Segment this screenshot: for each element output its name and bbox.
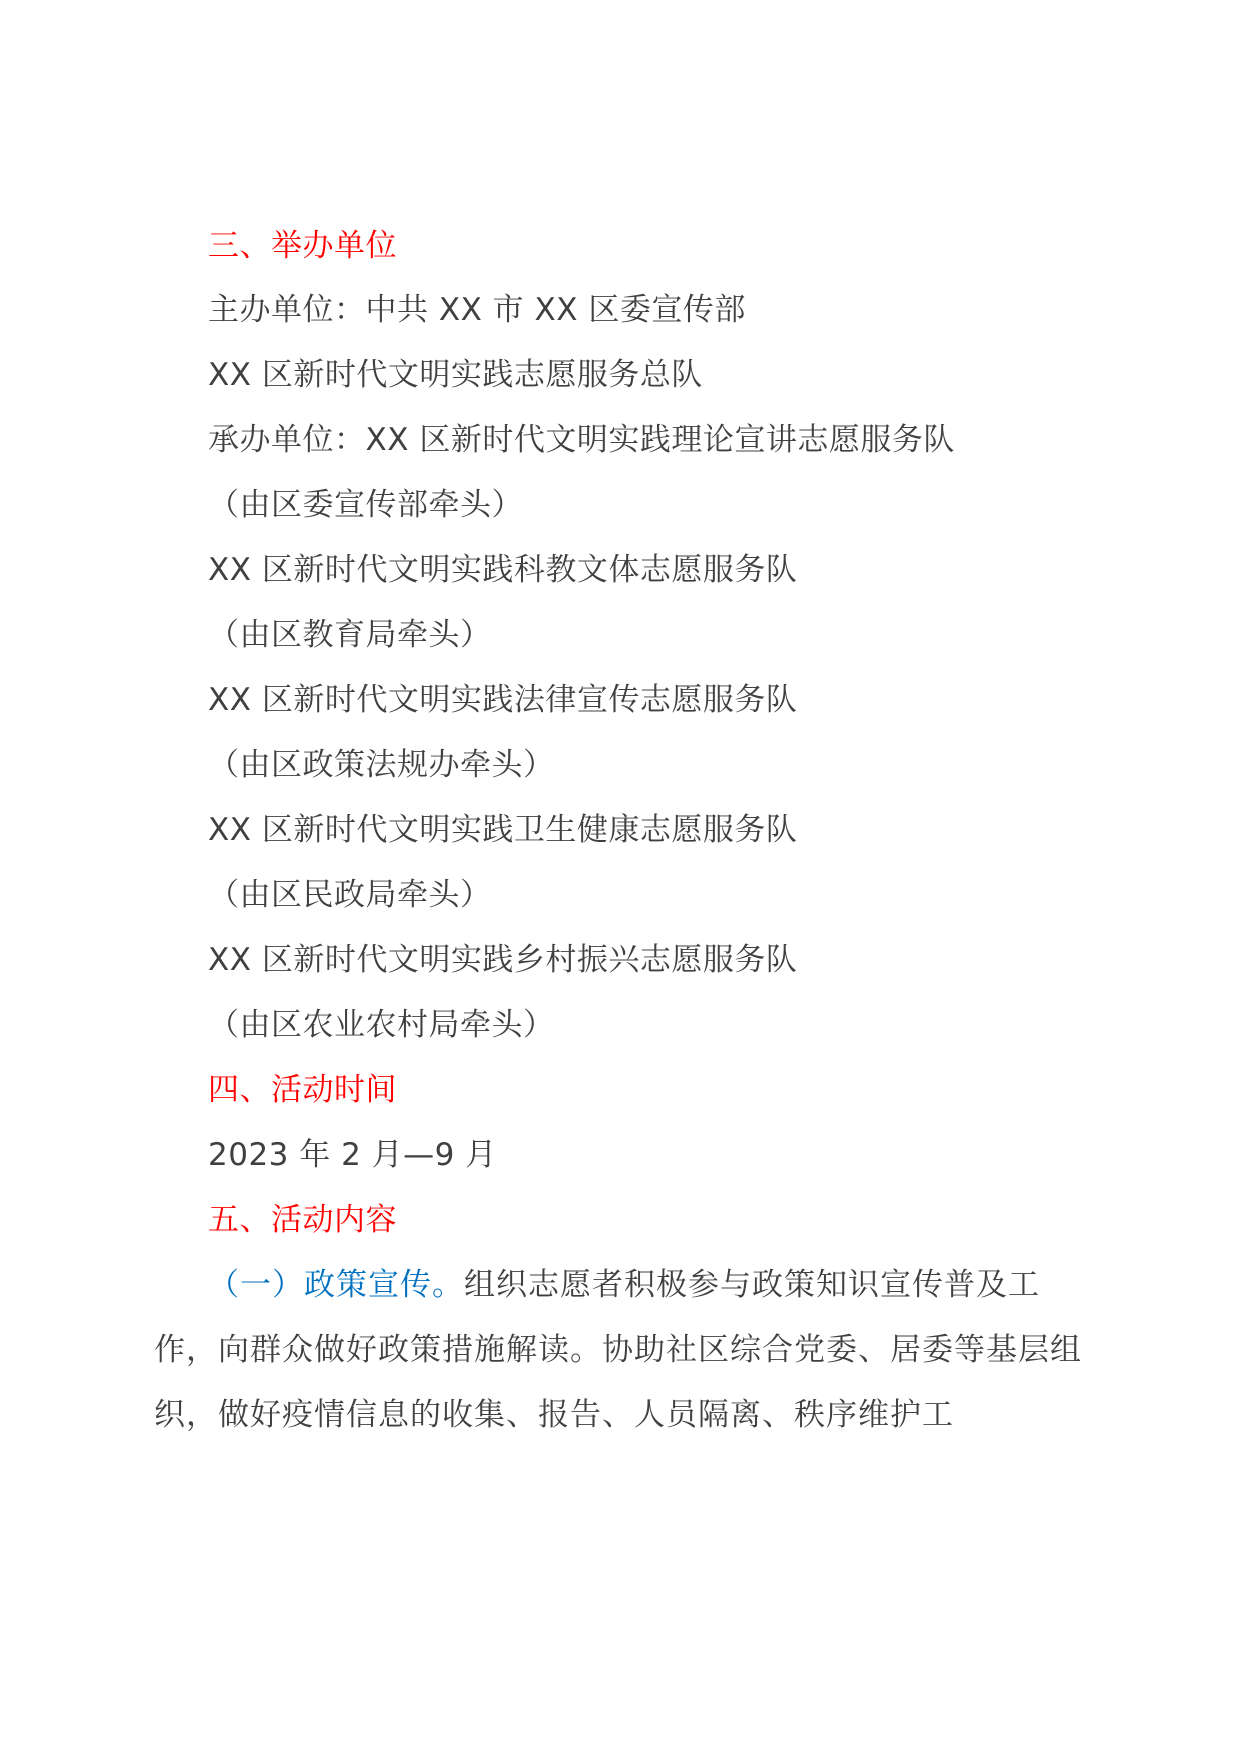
section-4-heading: 四、活动时间 <box>208 1072 397 1108</box>
organizer-line: XX 区新时代文明实践科教文体志愿服务队 <box>208 552 798 588</box>
organizer-line: （由区教育局牵头） <box>208 617 492 653</box>
policy-promotion-title: （一）政策宣传。 <box>208 1267 464 1303</box>
organizer-line: （由区政策法规办牵头） <box>208 747 555 783</box>
policy-promotion-body: 组织志愿者积极参与政策知识宣传普及工作，向群众做好政策措施解读。协助社区综合党委、居委等基层组织，做好疫情信息的收集、报告、人员隔离、秩序维护工 <box>154 1267 1082 1433</box>
organizer-line: （由区农业农村局牵头） <box>208 1007 555 1043</box>
organizer-line: （由区民政局牵头） <box>208 877 492 913</box>
organizer-line: XX 区新时代文明实践法律宣传志愿服务队 <box>208 682 798 718</box>
organizer-line: XX 区新时代文明实践卫生健康志愿服务队 <box>208 812 798 848</box>
activity-time: 2023 年 2 月—9 月 <box>208 1137 497 1173</box>
section-5-heading: 五、活动内容 <box>208 1202 397 1238</box>
organizer-line: 承办单位：XX 区新时代文明实践理论宣讲志愿服务队 <box>208 422 955 458</box>
organizer-line: XX 区新时代文明实践乡村振兴志愿服务队 <box>208 942 798 978</box>
organizer-line: 主办单位：中共 XX 市 XX 区委宣传部 <box>208 292 746 328</box>
section-3-heading: 三、举办单位 <box>208 228 397 264</box>
policy-promotion-paragraph <box>154 1253 1094 1448</box>
organizer-line: XX 区新时代文明实践志愿服务总队 <box>208 357 703 393</box>
organizer-line: （由区委宣传部牵头） <box>208 487 523 523</box>
